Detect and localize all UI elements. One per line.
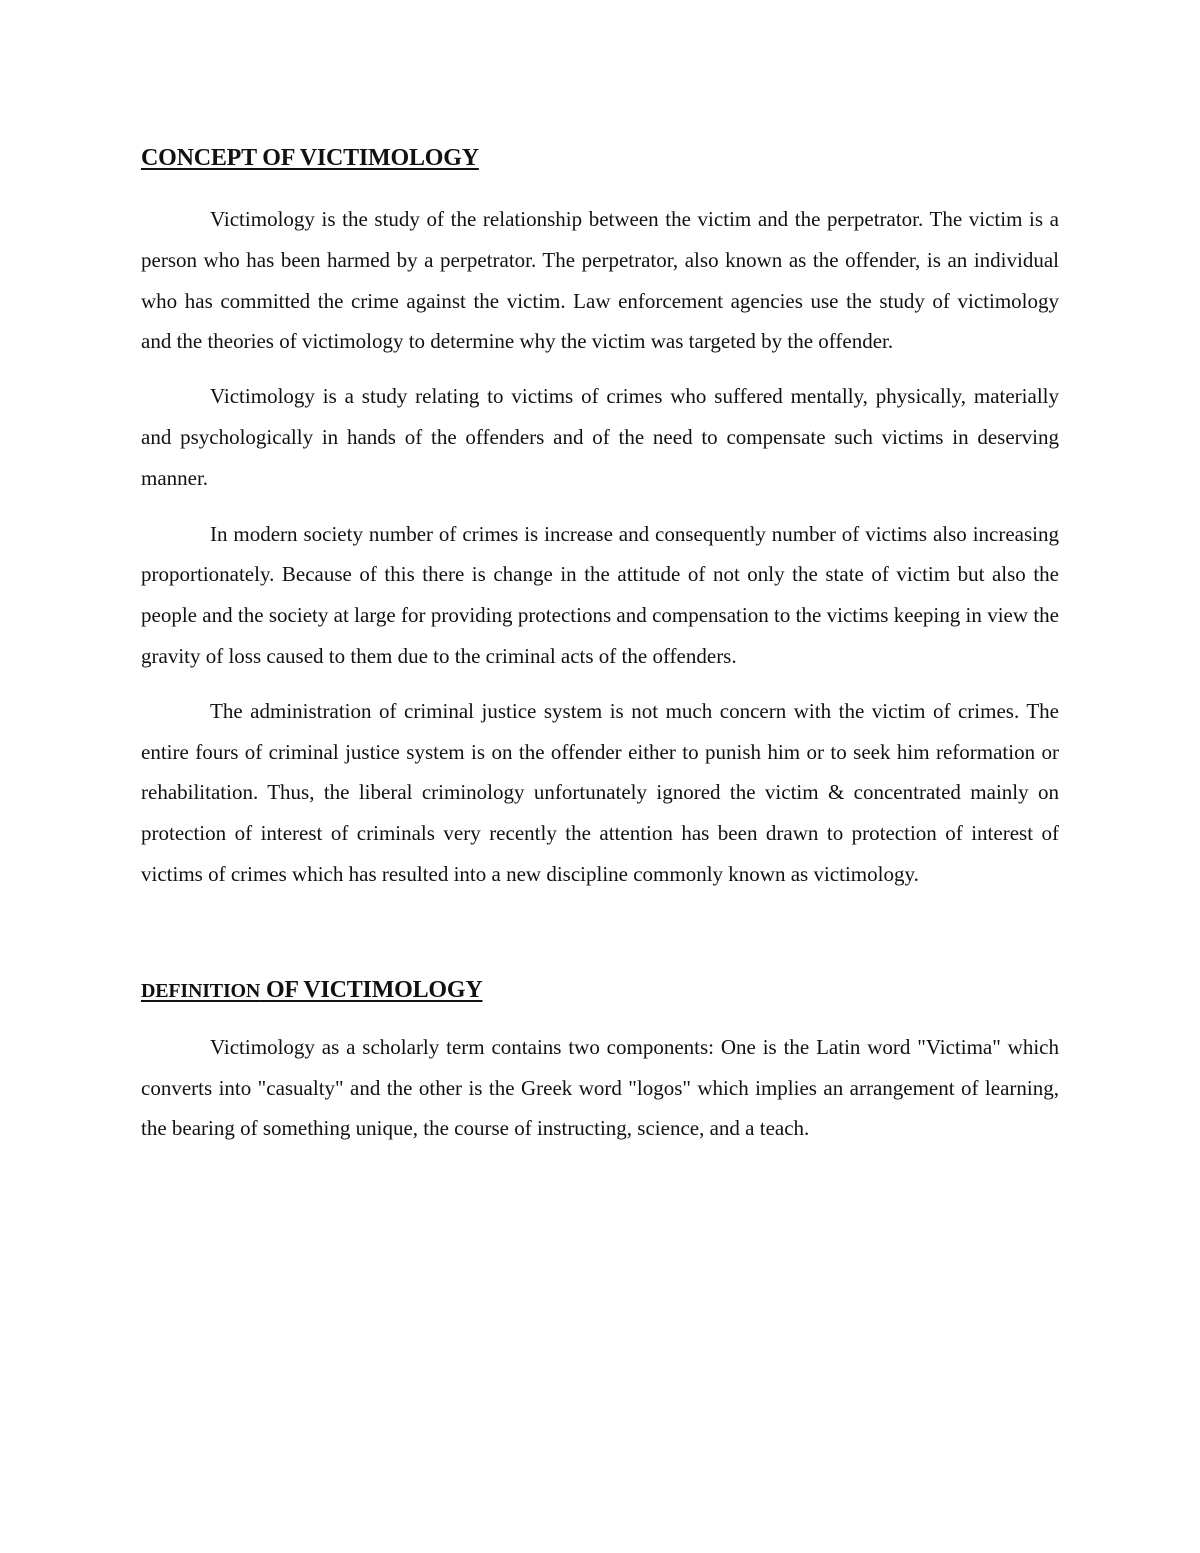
section-heading-definition — [141, 972, 1059, 1009]
paragraph: In modern society number of crimes is increase and consequently number of victims also increasing proportionately. Because of this there is change in the attitude of not only the state of victim but also the people and the society at large for providing protections and compensation to the victims keeping in view the gravity of loss caused to them due to the criminal acts of the offenders. — [141, 521, 1059, 668]
heading-part: DEFINITION — [141, 979, 261, 1002]
section-heading-concept: CONCEPT OF VICTIMOLOGY — [141, 145, 479, 171]
heading-part: OF VICTIMOLOGY — [260, 976, 483, 1003]
paragraph: Victimology is a study relating to victims of crimes who suffered mentally, physically, materially and psychologically in hands of the offenders and of the need to compensate such victims in deserving manner. — [141, 384, 1059, 490]
paragraph: Victimology is the study of the relationship between the victim and the perpetrator. The victim is a person who has been harmed by a perpetrator. The perpetrator, also known as the offender, is an individual who has committed the crime against the victim. Law enforcement agencies use the study of victimology and the theories of victimology to determine why the victim was targeted by the offender. — [141, 207, 1059, 354]
document-page — [141, 140, 1059, 1149]
paragraph: The administration of criminal justice system is not much concern with the victim of crimes. The entire fours of criminal justice system is on the offender either to punish him or to seek him reformation or rehabilitation. Thus, the liberal criminology unfortunately ignored the victim & concentrated mainly on protection of interest of criminals very recently the attention has been drawn to protection of interest of victims of crimes which has resulted into a new discipline commonly known as victimology. — [141, 698, 1059, 886]
paragraph: Victimology as a scholarly term contains two components: One is the Latin word "Victima" which converts into "casualty" and the other is the Greek word "logos" which implies an arrangement of learning, the bearing of something unique, the course of instructing, science, and a teach. — [141, 1034, 1059, 1141]
